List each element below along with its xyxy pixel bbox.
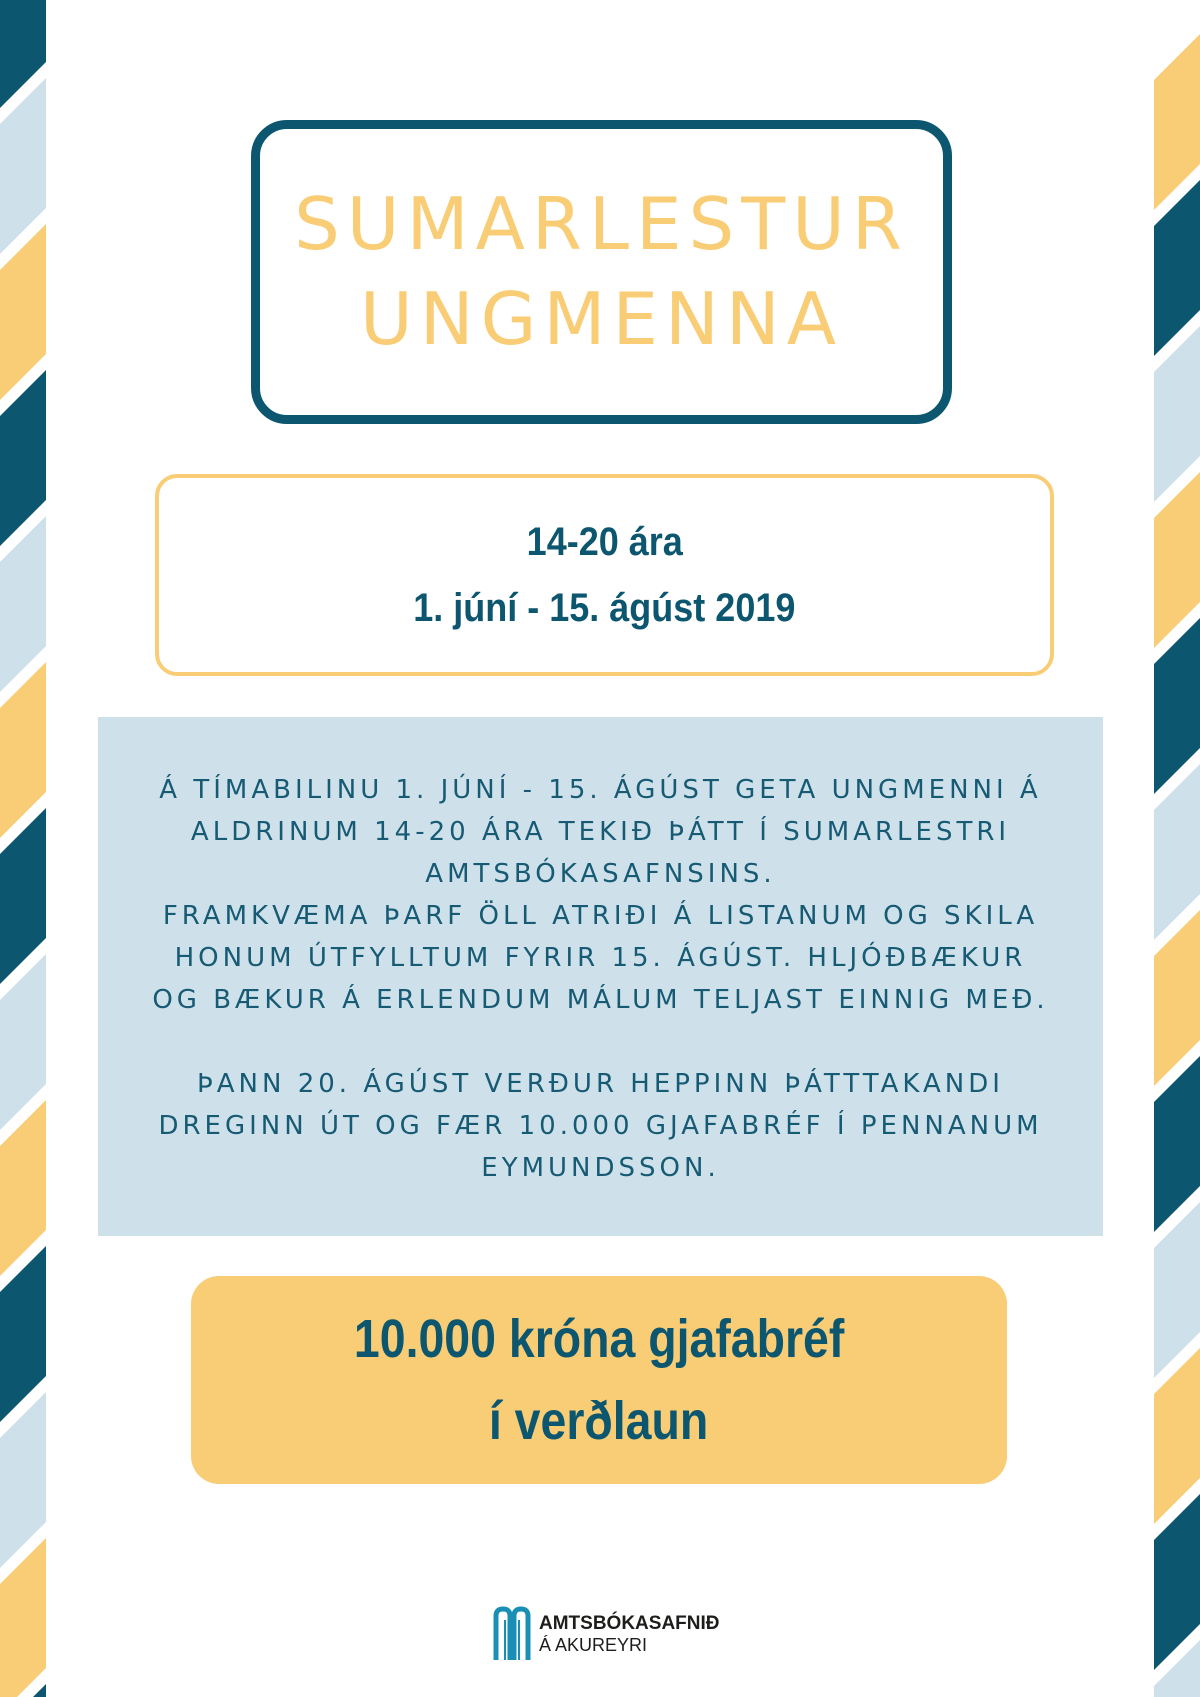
library-city: Á AKUREYRI <box>539 1635 648 1655</box>
dates-box <box>155 474 1054 676</box>
stripe-band <box>0 954 46 1130</box>
library-name: AMTSBÓKASAFNIÐ <box>539 1613 720 1634</box>
stripe-band <box>1154 180 1200 356</box>
library-logo-icon <box>493 1606 531 1662</box>
stripe-band <box>1154 618 1200 794</box>
stripe-band <box>1154 34 1200 210</box>
info-line: EYMUNDSSON. <box>481 1153 720 1183</box>
info-line: OG BÆKUR Á ERLENDUM MÁLUM TELJAST EINNIG MEÐ. <box>152 985 1049 1015</box>
stripe-band <box>1154 764 1200 940</box>
stripe-band <box>0 808 46 984</box>
info-line: ALDRINUM 14-20 ÁRA TEKIÐ ÞÁTT Í SUMARLESTRI <box>190 817 1011 847</box>
info-box <box>98 717 1103 1236</box>
prize-line-1: 10.000 króna gjafabréf <box>353 1309 845 1369</box>
prize-line-2: í verðlaun <box>489 1391 709 1451</box>
stripe-band <box>1154 1494 1200 1670</box>
stripe-band <box>0 1100 46 1276</box>
stripe-band <box>1154 1202 1200 1378</box>
title-box <box>251 120 952 424</box>
logo-text <box>539 1606 720 1662</box>
stripe-band <box>1154 1348 1200 1524</box>
right-stripe-border <box>1154 0 1200 1697</box>
info-line: DREGINN ÚT OG FÆR 10.000 GJAFABRÉF Í PENNANUM <box>158 1111 1043 1141</box>
stripe-band <box>0 224 46 400</box>
age-range: 14-20 ára <box>526 520 683 564</box>
stripe-band <box>0 78 46 254</box>
stripe-band <box>1154 1056 1200 1232</box>
library-logo <box>493 1606 720 1662</box>
title-line-2: UNGMENNA <box>360 277 843 361</box>
stripe-band <box>0 662 46 838</box>
stripe-band <box>1154 326 1200 502</box>
stripe-band <box>1154 910 1200 1086</box>
info-line: AMTSBÓKASAFNSINS. <box>425 859 776 889</box>
stripe-band <box>1154 472 1200 648</box>
prize-box <box>191 1276 1007 1484</box>
info-line: HONUM ÚTFYLLTUM FYRIR 15. ÁGÚST. HLJÓÐBÆKUR <box>174 943 1027 973</box>
info-line: Á TÍMABILINU 1. JÚNÍ - 15. ÁGÚST GETA UNGMENNI Á <box>159 775 1042 805</box>
info-line: ÞANN 20. ÁGÚST VERÐUR HEPPINN ÞÁTTTAKANDI <box>197 1069 1004 1099</box>
left-stripe-border <box>0 0 46 1697</box>
stripe-band <box>0 1538 46 1697</box>
info-line: FRAMKVÆMA ÞARF ÖLL ATRIÐI Á LISTANUM OG SKILA <box>162 901 1039 931</box>
stripe-band <box>0 516 46 692</box>
stripe-band <box>0 1392 46 1568</box>
stripe-band <box>0 370 46 546</box>
title-line-1: SUMARLESTUR <box>294 182 909 266</box>
stripe-band <box>0 1246 46 1422</box>
info-paragraph-gap <box>98 1021 1103 1063</box>
date-period: 1. júní - 15. ágúst 2019 <box>413 586 796 630</box>
